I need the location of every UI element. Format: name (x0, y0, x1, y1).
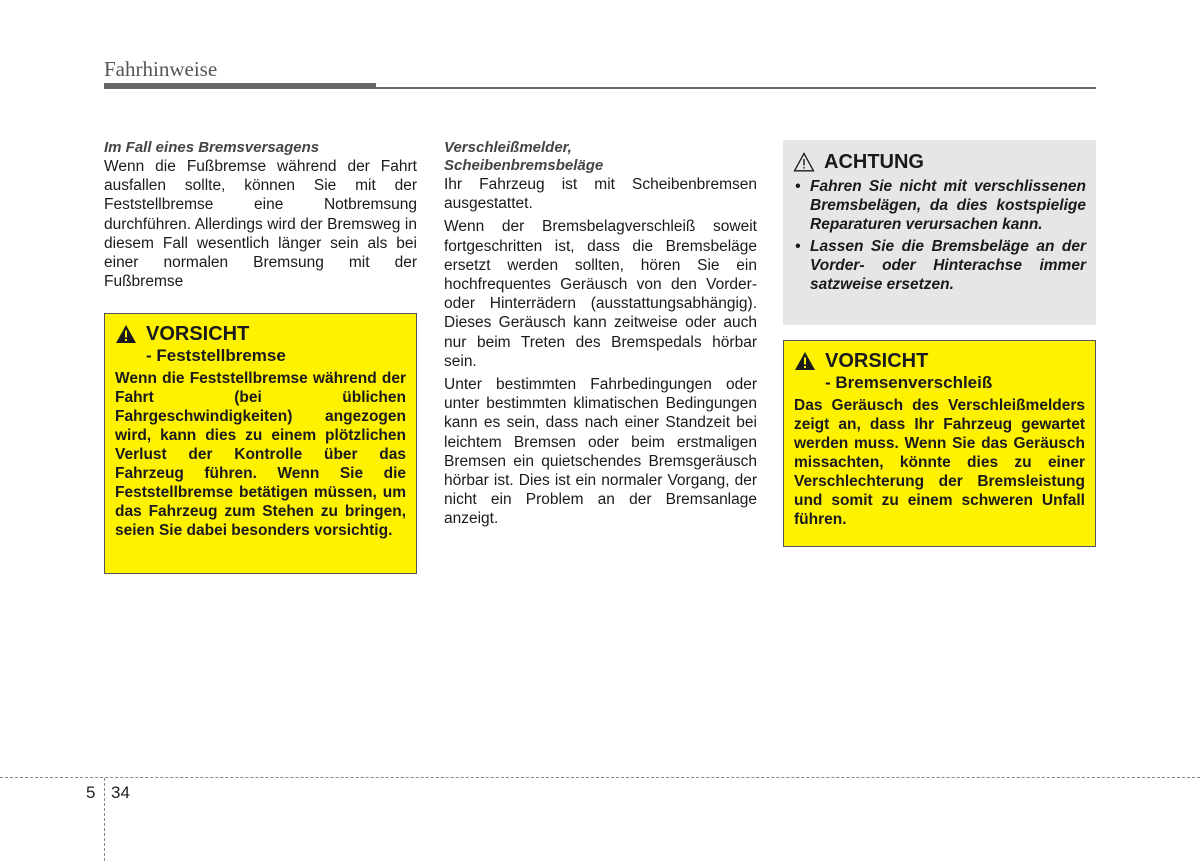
caution-title: VORSICHT (146, 323, 250, 345)
caution-title-row (115, 322, 406, 346)
chapter-number: 5 (86, 783, 96, 802)
attention-title-row (793, 150, 1086, 174)
caution-box-parking-brake (104, 313, 417, 574)
heading-wear-indicator-line1: Verschleißmelder, (444, 139, 572, 156)
caution-text: Wenn die Feststellbremse während der Fahrt (bei üblichen Fahrgeschwindigkeiten) angezogen wird, kann dies zu einem plötzlichen Verlust der Kontrolle über das Fahrzeug führen. Wenn Sie die Feststellbremse betätigen müssen, um das Fahrzeug zum Stehen zu bringen, seien Sie dabei besonders vorsichtig. (115, 370, 406, 539)
paragraph-disc-brakes: Ihr Fahrzeug ist mit Scheibenbremsen ausgestattet. (444, 176, 757, 213)
footer-divider (0, 777, 1200, 778)
section-title: Fahrhinweise (104, 57, 218, 81)
column-1 (104, 139, 417, 295)
attention-item: • Fahren Sie nicht mit verschlissenen Bremsbelägen, da dies kostspielige Reparaturen verursachen kann. (793, 177, 1086, 234)
heading-wear-indicator-line2: Scheibenbremsbeläge (444, 157, 604, 174)
heading-brake-failure: Im Fall eines Bremsversagens (104, 139, 320, 156)
attention-title: ACHTUNG (824, 151, 924, 173)
header-rule-thick (104, 83, 376, 89)
attention-item: • Lassen Sie die Bremsbeläge an der Vorder- oder Hinterachse immer satzweise ersetzen. (793, 237, 1086, 294)
paragraph-brake-failure: Wenn die Fußbremse während der Fahrt ausfallen sollte, können Sie mit der Feststellbremse eine Notbremsung durchführen. Allerdings wird der Bremsweg in diesem Fall wesentlich länger sein als bei einer normalen Bremsung mit der Fußbremse (104, 158, 417, 291)
caution-subtitle: - Feststellbremse (146, 346, 286, 365)
attention-box (783, 140, 1096, 325)
caution-title-row (794, 349, 1085, 373)
attention-list (793, 177, 1086, 294)
caution-text: Das Geräusch des Verschleißmelders zeigt an, dass Ihr Fahrzeug gewartet werden muss. Wenn Sie das Geräusch missachten, könnte dies zu einer Verschlechterung der Bremsleistung und somit zu einem schweren Unfall führen. (794, 397, 1085, 528)
header-rule-thin (376, 87, 1096, 89)
caution-title: VORSICHT (825, 350, 929, 372)
paragraph-squeal: Unter bestimmten Fahrbedingungen oder unter bestimmten klimatischen Bedingungen kann es sein, dass nach einer Standzeit bei leichtem Bremsen oder beim erstmaligen Bremsen ein quietschendes Bremsgeräusch hörbar ist. Dies ist ein normaler Vorgang, der nicht ein Problem an der Bremsanlage anzeigt. (444, 376, 757, 528)
caution-subtitle: - Bremsenverschleiß (825, 373, 993, 392)
warning-triangle-filled-icon (794, 351, 816, 371)
page-number: 34 (111, 783, 130, 802)
caution-box-brake-wear (783, 340, 1096, 547)
footer-vertical-divider (104, 778, 105, 861)
column-2 (444, 139, 757, 533)
paragraph-wear-noise: Wenn der Bremsbelagverschleiß soweit fortgeschritten ist, dass die Bremsbeläge ersetzt werden sollten, hören Sie ein hochfrequentes Geräusch von den Vorder- oder Hinterrädern (ausstattungsabhängig). Dieses Geräusch kann zeitweise oder auch nur beim Treten des Bremspedals hörbar sein. (444, 218, 757, 370)
warning-triangle-outline-icon (793, 152, 815, 172)
warning-triangle-filled-icon (115, 324, 137, 344)
